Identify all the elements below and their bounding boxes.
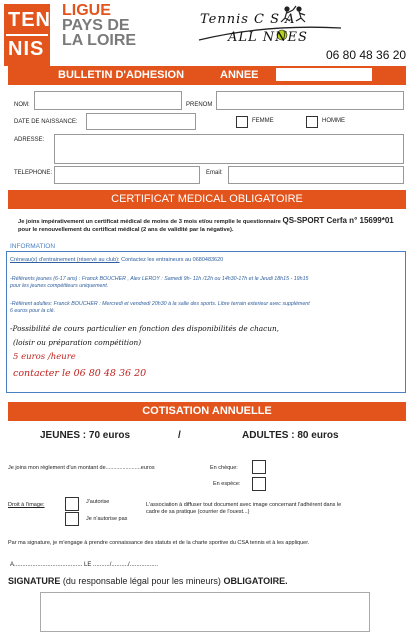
club-phone: 06 80 48 36 20 bbox=[326, 48, 407, 62]
femme-checkbox[interactable] bbox=[236, 116, 248, 128]
diffusion-line1: L'association à diffuser tout document avec image concernant l'adhérent dans le bbox=[146, 502, 342, 508]
prenom-field[interactable] bbox=[216, 91, 404, 110]
signature-bold1: SIGNATURE bbox=[8, 576, 61, 586]
information-label: INFORMATION bbox=[10, 243, 56, 250]
telephone-label: TELEPHONE: bbox=[14, 170, 53, 176]
certificat-text-a: Je joins impérativement un certificat médical de moins de 3 mois et/ou remplie le questionnaire bbox=[18, 219, 281, 225]
reglement-text: Je joins mon règlement d'un montant de.......................euros bbox=[8, 465, 155, 471]
autorise-label: J'autorise bbox=[86, 499, 110, 505]
cotisation-bar bbox=[8, 402, 406, 421]
adresse-label: ADRESSE: bbox=[14, 137, 45, 143]
adresse-field[interactable] bbox=[54, 134, 404, 164]
jeunes-line1: -Référents jeunes (6-17 ans) : Franck BOUCHER , Alex LEROY : Samedi 9h- 11h /12h ou 14h30-17h et le Jeudi 18h15 - 19h15 bbox=[10, 276, 309, 282]
contact-cours: contacter le 06 80 48 36 20 bbox=[13, 368, 147, 379]
annee-field[interactable] bbox=[276, 68, 372, 81]
email-field[interactable] bbox=[228, 166, 404, 184]
prenom-label: PRENOM bbox=[186, 102, 213, 108]
logo-line2: NIS bbox=[8, 38, 45, 60]
engagement-text: Par ma signature, je m'engage à prendre connaissance des statuts et de la charte sportive du CSA tennis et à les appliquer. bbox=[8, 540, 310, 546]
date-naissance-label: DATE DE NAISSANCE: bbox=[14, 119, 78, 125]
tarif-separator: / bbox=[178, 430, 181, 441]
certificat-title: CERTIFICAT MEDICAL OBLIGATOIRE bbox=[111, 193, 303, 205]
certificat-text-bold: QS-SPORT Cerfa n° 15699*01 bbox=[282, 216, 394, 225]
logo-line1: TEN bbox=[8, 9, 51, 31]
homme-checkbox[interactable] bbox=[306, 116, 318, 128]
bulletin-bar bbox=[8, 66, 406, 85]
nom-field[interactable] bbox=[34, 91, 182, 110]
adultes-line1: -Référent adultes: Franck BOUCHER : Mercredi et vendredi 20h30 à la salle des sports. Libre terrain exterieur avec supplément bbox=[10, 301, 310, 307]
cheque-checkbox[interactable] bbox=[252, 460, 266, 474]
club-name-top: Tennis C S A bbox=[200, 12, 296, 27]
cheque-label: En chèque: bbox=[210, 465, 238, 471]
signature-bold2: OBLIGATOIRE. bbox=[223, 576, 288, 586]
certificat-text bbox=[18, 217, 398, 234]
tarif-jeunes: JEUNES : 70 euros bbox=[40, 430, 131, 441]
annee-label: ANNEE bbox=[220, 69, 259, 81]
information-box bbox=[6, 251, 406, 393]
certificat-bar bbox=[8, 190, 406, 209]
club-name-bottom: ALL NNES bbox=[228, 30, 308, 45]
creneaux-contact: Contactez les entraineurs au 0680483620 bbox=[121, 257, 224, 263]
cotisation-title: COTISATION ANNUELLE bbox=[142, 405, 272, 417]
league-line2: PAYS DE bbox=[62, 17, 130, 34]
date-naissance-field[interactable] bbox=[86, 113, 196, 130]
signature-field[interactable] bbox=[40, 592, 370, 632]
cours-particulier-line1: -Possibilité de cours particulier en fonction des disponibilités de chacun, bbox=[10, 324, 279, 333]
tarif-adultes: ADULTES : 80 euros bbox=[242, 430, 339, 441]
nom-label: NOM: bbox=[14, 102, 30, 108]
fait-a-line: A......................................... LE ........../........../................. bbox=[10, 562, 159, 568]
bulletin-title: BULLETIN D'ADHESION bbox=[58, 69, 185, 81]
homme-label: HOMME bbox=[322, 118, 345, 124]
league-line3: LA LOIRE bbox=[62, 32, 137, 49]
referent-adultes bbox=[10, 301, 402, 315]
droit-image-label: Droit à l'image: bbox=[8, 502, 45, 508]
league-name bbox=[62, 3, 182, 48]
autorise-checkbox[interactable] bbox=[65, 497, 79, 511]
cours-particulier-line2: (loisir ou préparation compétition) bbox=[13, 338, 142, 347]
telephone-field[interactable] bbox=[54, 166, 200, 184]
referent-jeunes bbox=[10, 276, 402, 290]
signature-normal: (du responsable légal pour les mineurs) bbox=[60, 576, 224, 586]
creneaux-title: Créneau(x) d'entrainement (réservé au club): bbox=[10, 257, 120, 263]
autorise-pas-label: Je n'autorise pas bbox=[86, 516, 128, 522]
email-label: Email: bbox=[206, 170, 223, 176]
tennis-logo bbox=[4, 4, 50, 66]
femme-label: FEMME bbox=[252, 118, 274, 124]
espece-checkbox[interactable] bbox=[252, 477, 266, 491]
adultes-line2: 6 euros pour la clé. bbox=[10, 308, 56, 314]
diffusion-text bbox=[146, 502, 404, 516]
espece-label: En espèce: bbox=[213, 481, 241, 487]
creneaux-line bbox=[10, 257, 400, 263]
league-line1: LIGUE bbox=[62, 2, 111, 19]
signature-heading bbox=[8, 576, 288, 586]
certificat-text-b: pour le renouvellement du certificat médical (2 ans de validité par la négative). bbox=[18, 227, 234, 233]
jeunes-line2: pour les jeunes compétiteurs uniquement. bbox=[10, 283, 109, 289]
autorise-pas-checkbox[interactable] bbox=[65, 512, 79, 526]
diffusion-line2: cadre de sa pratique (courrier de l'ouest...) bbox=[146, 509, 250, 515]
tarif-cours: 5 euros /heure bbox=[13, 352, 76, 362]
